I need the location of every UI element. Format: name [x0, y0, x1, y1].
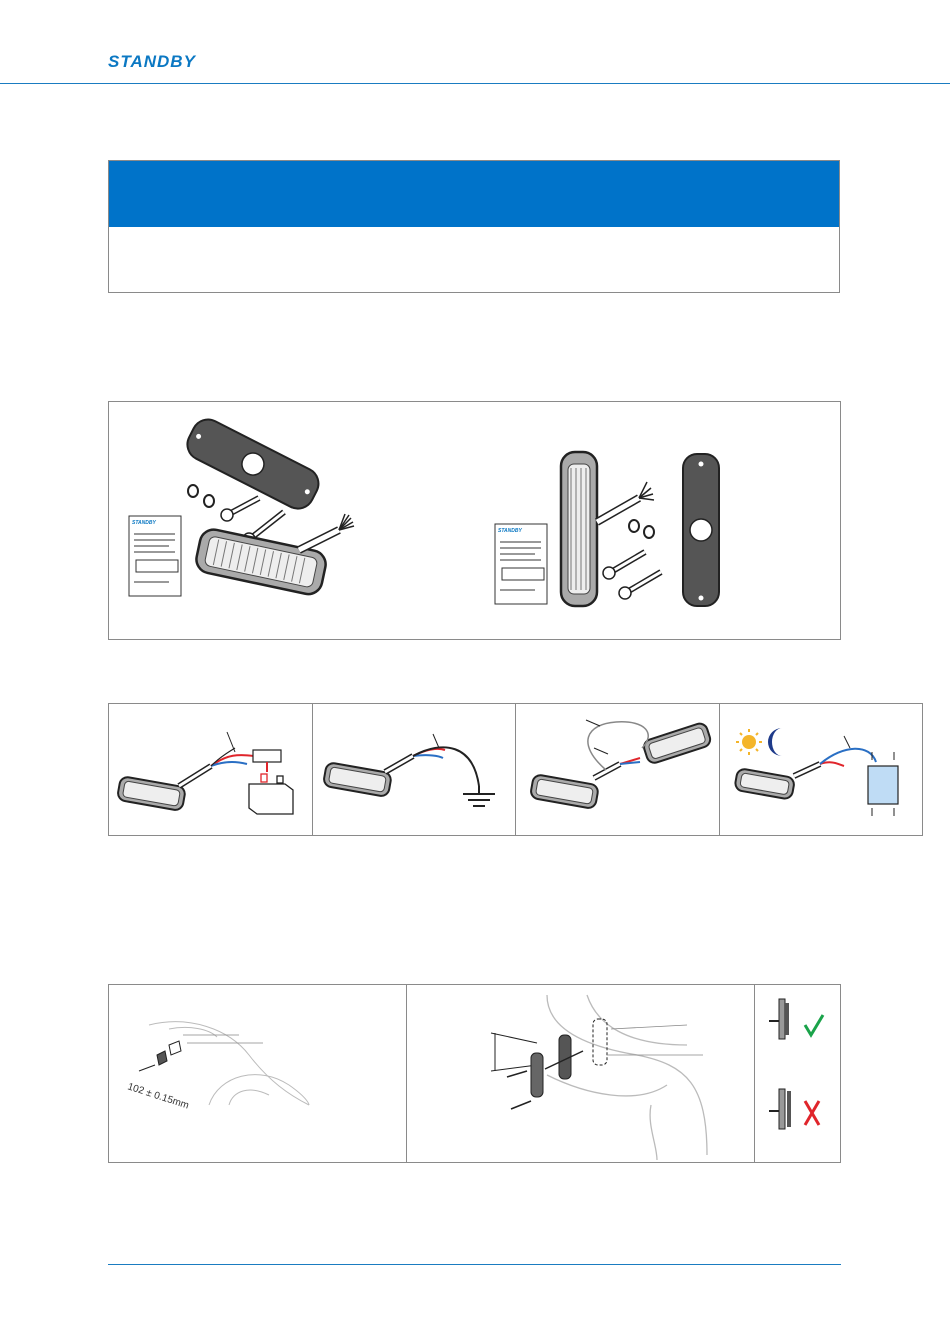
wiring-cell-sync: [516, 704, 720, 835]
brand-logo: STANDBY: [108, 52, 196, 71]
battery-icon: [249, 774, 293, 814]
manual-horizontal: [129, 516, 181, 596]
banner-header-bar: [109, 161, 839, 227]
mounting-drawing: [407, 985, 755, 1164]
header-rule: [0, 83, 950, 84]
wires-vertical: [639, 482, 654, 500]
warning-banner: [108, 160, 840, 293]
fit-check-drawing: [755, 985, 842, 1164]
check-icon: [805, 1015, 823, 1035]
wiring-figure: [108, 703, 923, 836]
switch-box-icon: [868, 752, 898, 816]
install-cell-cutout: [109, 985, 407, 1162]
screws-vertical: [603, 552, 661, 599]
manual-vertical: [495, 524, 547, 604]
correct-fit: [769, 999, 823, 1039]
power-wiring-drawing: [109, 704, 313, 837]
day-night-wiring-drawing: [720, 704, 924, 837]
light-horizontal: [194, 527, 328, 597]
install-cell-mounting: [407, 985, 755, 1162]
installation-figure: [108, 984, 841, 1163]
cross-icon: [805, 1101, 819, 1125]
washers-vertical: [629, 520, 654, 538]
moon-icon: [768, 728, 782, 756]
manual-brand-vertical: STANDBY: [498, 528, 522, 534]
wiring-cell-day-night: [720, 704, 924, 835]
wiring-cell-ground: [313, 704, 516, 835]
sync-wiring-drawing: [516, 704, 720, 837]
footer-rule: [108, 1264, 841, 1265]
incorrect-fit: [769, 1089, 819, 1129]
ground-symbol-icon: [463, 786, 495, 806]
ground-wiring-drawing: [313, 704, 516, 837]
cutout-dimension-label: 102 ± 0.15mm: [126, 1081, 191, 1112]
sun-icon: [736, 729, 762, 755]
package-contents-figure: [108, 401, 841, 640]
install-cell-fit: [755, 985, 842, 1162]
light-vertical: [561, 452, 597, 606]
package-contents-drawing: [109, 402, 842, 641]
wires-horizontal: [339, 514, 354, 530]
wiring-cell-power: [109, 704, 313, 835]
washers-horizontal: [188, 485, 214, 507]
manual-brand-horizontal: STANDBY: [132, 520, 156, 526]
gasket-vertical: [683, 454, 719, 606]
cutout-drawing: [109, 985, 407, 1164]
